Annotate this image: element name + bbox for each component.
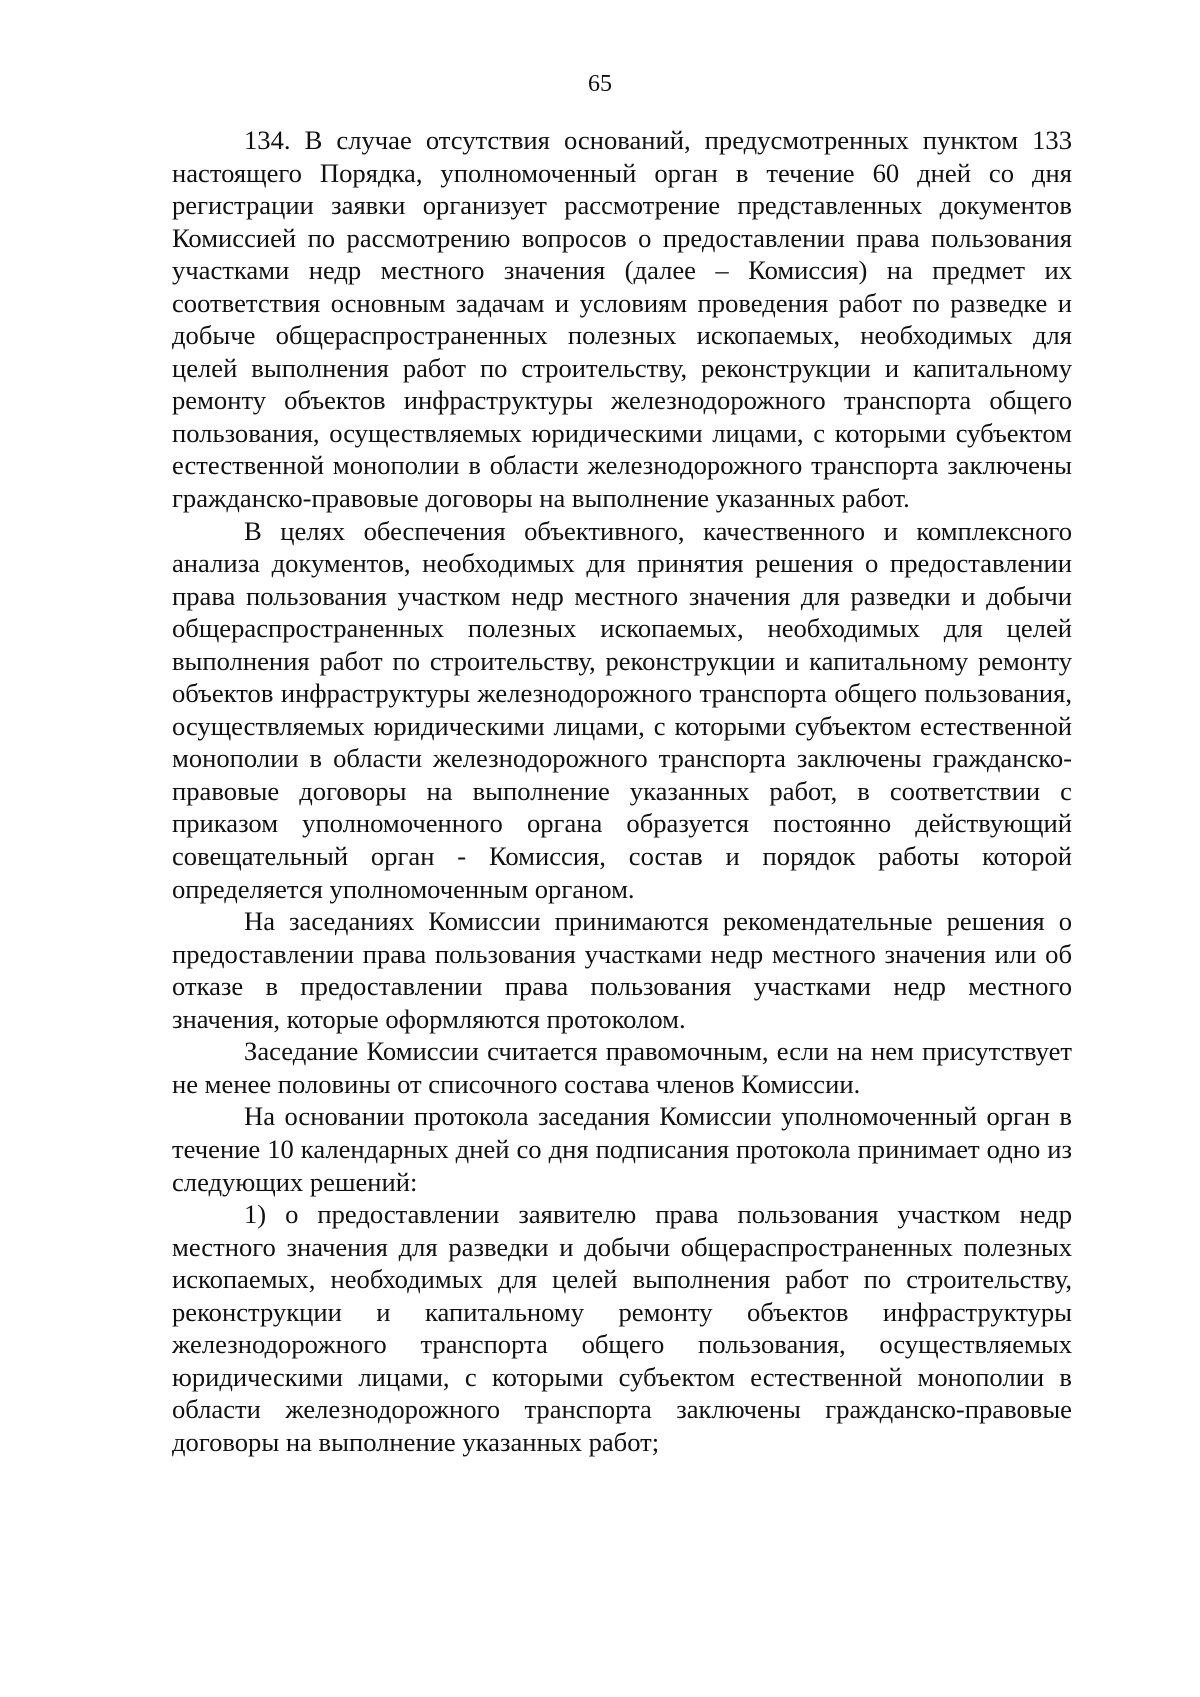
document-body	[172, 124, 1072, 1458]
page-number: 65	[588, 71, 612, 97]
paragraph-commission-formation: В целях обеспечения объективного, качественного и комплексного анализа документов, необходимых для принятия решения о предоставлении права пользования участком недр местного значения для разведки и добычи общераспространенных полезных ископаемых, необходимых для целей выполнения работ по строительству, реконструкции и капитальному ремонту объектов инфраструктуры железнодорожного транспорта общего пользования, осуществляемых юридическими лицами, с которыми субъектом естественной монополии в области железнодорожного транспорта заключены гражданско-правовые договоры на выполнение указанных работ, в соответствии с приказом уполномоченного органа образуется постоянно действующий совещательный орган - Комиссия, состав и порядок работы которой определяется уполномоченным органом.	[172, 515, 1072, 904]
paragraph-134: 134. В случае отсутствия оснований, предусмотренных пунктом 133 настоящего Порядка, уполномоченный орган в течение 60 дней со дня регистрации заявки организует рассмотрение представленных документов Комиссией по рассмотрению вопросов о предоставлении права пользования участками недр местного значения (далее – Комиссия) на предмет их соответствия основным задачам и условиям проведения работ по разведке и добыче общераспространенных полезных ископаемых, необходимых для целей выполнения работ по строительству, реконструкции и капитальному ремонту объектов инфраструктуры железнодорожного транспорта общего пользования, осуществляемых юридическими лицами, с которыми субъектом естественной монополии в области железнодорожного транспорта заключены гражданско-правовые договоры на выполнение указанных работ.	[172, 125, 1072, 514]
paragraph-quorum: Заседание Комиссии считается правомочным, если на нем присутствует не менее половины от списочного состава членов Комиссии.	[172, 1036, 1072, 1099]
list-item-1: 1) о предоставлении заявителю права пользования участком недр местного значения для разведки и добычи общераспространенных полезных ископаемых, необходимых для целей выполнения работ по строительству, реконструкции и капитальному ремонту объектов инфраструктуры железнодорожного транспорта общего пользования, осуществляемых юридическими лицами, с которыми субъектом естественной монополии в области железнодорожного транспорта заключены гражданско-правовые договоры на выполнение указанных работ;	[172, 1199, 1072, 1457]
paragraph-protocol-basis: На основании протокола заседания Комиссии уполномоченный орган в течение 10 календарных дней со дня подписания протокола принимает одно из следующих решений:	[172, 1101, 1072, 1197]
paragraph-commission-decisions: На заседаниях Комиссии принимаются рекомендательные решения о предоставлении права пользования участками недр местного значения или об отказе в предоставлении права пользования участками недр местного значения, которые оформляются протоколом.	[172, 906, 1072, 1034]
